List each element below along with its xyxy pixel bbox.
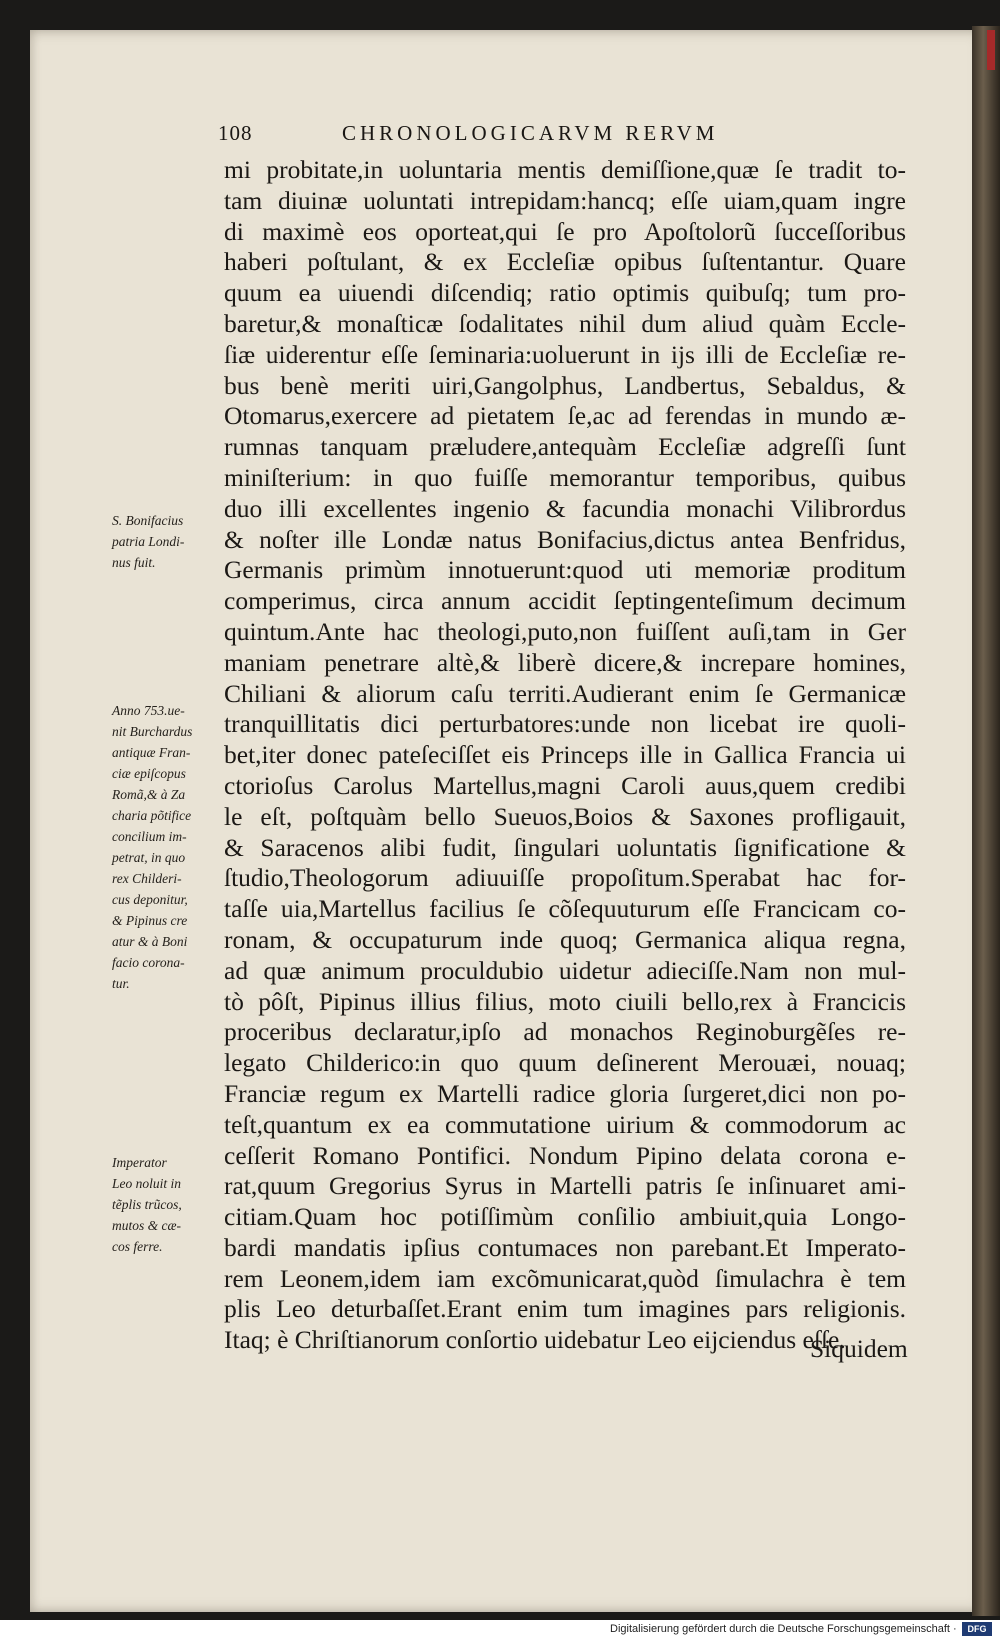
margin-note-line: rex Childeri- bbox=[112, 871, 182, 886]
margin-note-anno-753 bbox=[112, 700, 220, 994]
margin-note-line: mutos & cæ- bbox=[112, 1218, 181, 1233]
text-line: legato Childerico:in quo quum deſinerent Merouæi, nouaq; bbox=[224, 1048, 906, 1078]
margin-note-line: patria Londi- bbox=[112, 534, 185, 549]
text-line: tò pôſt, Pipinus illius filius, moto ciuili bello,rex à Francicis bbox=[224, 986, 906, 1016]
margin-note-line: facio corona- bbox=[112, 955, 185, 970]
footer-credit: Digitalisierung gefördert durch die Deutsche Forschungsgemeinschaft · bbox=[610, 1623, 957, 1635]
text-line: teſt,quantum ex ea commutatione uirium & commodorum ac bbox=[224, 1109, 906, 1139]
text-line: miniſterium: in quo fuiſſe memorantur temporibus, quibus bbox=[224, 462, 906, 492]
text-line: bet,iter donec pateſeciſſet eis Princeps ille in Gallica Francia ui bbox=[224, 740, 906, 770]
text-line: ſtudio,Theologorum adiuuiſſe propoſitum.Sperabat hac for- bbox=[224, 863, 906, 893]
margin-note-line: atur & à Boni bbox=[112, 934, 188, 949]
text-line: Germanis primùm innotuerunt:quod uti memoriæ proditum bbox=[224, 555, 906, 585]
text-line: baretur,& monaſticæ ſodalitates nihil dum aliud quàm Eccle- bbox=[224, 308, 906, 338]
margin-note-line: Anno 753.ue- bbox=[112, 703, 185, 718]
margin-note-line: ciæ epiſcopus bbox=[112, 766, 186, 781]
text-line: plis Leo deturbaſſet.Erant enim tum imagines pars religionis. bbox=[224, 1294, 906, 1324]
text-line: taſſe uia,Martellus facilius ſe cõſequuturum eſſe Francicam co- bbox=[224, 894, 906, 924]
text-line: Otomarus,exercere ad pietatem ſe,ac ad ferendas in mundo æ- bbox=[224, 401, 906, 431]
text-line: rumnas tanquam præludere,antequàm Eccleſiæ adgreſſi ſunt bbox=[224, 432, 906, 462]
margin-note-line: Imperator bbox=[112, 1155, 167, 1170]
text-line: comperimus, circa annum accidit ſeptingenteſimum decimum bbox=[224, 586, 906, 616]
text-line: Franciæ regum ex Martelli radice gloria ſurgeret,dici non po- bbox=[224, 1078, 906, 1108]
running-head bbox=[218, 121, 818, 151]
dfg-logo: DFG bbox=[962, 1622, 992, 1636]
text-line: ctorioſus Carolus Martellus,magni Caroli auus,quem credibi bbox=[224, 770, 906, 800]
margin-note-line: tur. bbox=[112, 976, 130, 991]
margin-note-line: Romã,& à Za bbox=[112, 787, 186, 802]
margin-note-bonifacius bbox=[112, 510, 220, 573]
page-number: 108 bbox=[218, 121, 253, 145]
text-line: proceribus declaratur,ipſo ad monachos Reginoburgẽſes re- bbox=[224, 1017, 906, 1047]
text-line: Itaq; è Chriſtianorum conſortio uidebatur Leo eijciendus eſſe. bbox=[224, 1325, 846, 1355]
margin-note-line: charia põtifice bbox=[112, 808, 192, 823]
text-line: le eſt, poſtquàm bello Sueuos,Boios & Saxones profligauit, bbox=[224, 801, 906, 831]
text-line: rat,quum Gregorius Syrus in Martelli patris ſe inſinuaret ami- bbox=[224, 1171, 906, 1201]
text-line: citiam.Quam hoc potiſſimùm conſilio ambiuit,quia Longo- bbox=[224, 1202, 906, 1232]
book-edge bbox=[972, 26, 1000, 1616]
margin-note-line: nus fuit. bbox=[112, 555, 156, 570]
margin-note-line: & Pipinus cre bbox=[112, 913, 188, 928]
margin-note-line: cos ferre. bbox=[112, 1239, 163, 1254]
margin-note-line: antiquæ Fran- bbox=[112, 745, 191, 760]
text-line: maniam penetrare altè,& liberè dicere,& increpare homines, bbox=[224, 647, 906, 677]
catchword: Siquidem bbox=[810, 1334, 908, 1363]
text-line: & noſter ille Londæ natus Bonifacius,dictus antea Benfridus, bbox=[224, 524, 906, 554]
text-line: quintum.Ante hac theologi,puto,non fuiſſent auſi,tam in Ger bbox=[224, 616, 906, 646]
text-line: tranquillitatis dici perturbatores:unde non licebat ire quoli- bbox=[224, 709, 906, 739]
text-line: rem Leonem,idem iam excõmunicarat,quòd ſimulachra è tem bbox=[224, 1263, 906, 1293]
margin-note-line: concilium im- bbox=[112, 829, 187, 844]
bookmark-ribbon bbox=[987, 30, 995, 70]
margin-note-line: S. Bonifacius bbox=[112, 513, 184, 528]
text-line: ceſſerit Romano Pontifici. Nondum Pipino delata corona e- bbox=[224, 1140, 906, 1170]
text-line: ronam, & occupaturum inde quoq; Germanica aliqua regna, bbox=[224, 924, 906, 954]
text-line: Chiliani & aliorum caſu territi.Audierant enim ſe Germanicæ bbox=[224, 678, 906, 708]
text-line: bus benè meriti uiri,Gangolphus, Landbertus, Sebaldus, & bbox=[224, 370, 906, 400]
margin-note-line: cus deponitur, bbox=[112, 892, 188, 907]
text-line: & Saracenos alibi fudit, ſingulari uoluntatis ſignificatione & bbox=[224, 832, 906, 862]
body-text bbox=[224, 155, 906, 1356]
text-line: tam diuinæ uoluntati intrepidam:hancq; eſſe uiam,quam ingre bbox=[224, 185, 906, 215]
text-line: ſiæ uiderentur eſſe ſeminaria:uoluerunt in ijs illi de Eccleſiæ re- bbox=[224, 339, 906, 369]
margin-note-line: nit Burchardus bbox=[112, 724, 193, 739]
margin-note-line: petrat, in quo bbox=[112, 850, 186, 865]
margin-note-line: Leo noluit in bbox=[112, 1176, 182, 1191]
text-line: mi probitate,in uoluntaria mentis demiſſione,quæ ſe tradit to- bbox=[224, 155, 906, 184]
text-line: di maximè eos oporteat,qui ſe pro Apoſtolorũ ſucceſſoribus bbox=[224, 216, 906, 246]
text-line: ad quæ animum proculdubio uidetur adieciſſe.Nam non mul- bbox=[224, 955, 906, 985]
text-line: bardi mandatis ipſius contumaces non parebant.Et Imperato- bbox=[224, 1232, 906, 1262]
text-line: haberi poſtulant, & ex Eccleſiæ opibus ſuſtentantur. Quare bbox=[224, 247, 906, 277]
text-line: duo illi excellentes ingenio & facundia monachi Vilibrordus bbox=[224, 493, 906, 523]
margin-note-imperator-leo bbox=[112, 1152, 220, 1257]
text-line: quum ea uiuendi diſcendiq; ratio optimis quibuſq; tum pro- bbox=[224, 278, 906, 308]
running-title: CHRONOLOGICARVM RERVM bbox=[342, 121, 719, 145]
margin-note-line: tẽplis trũcos, bbox=[112, 1197, 182, 1212]
